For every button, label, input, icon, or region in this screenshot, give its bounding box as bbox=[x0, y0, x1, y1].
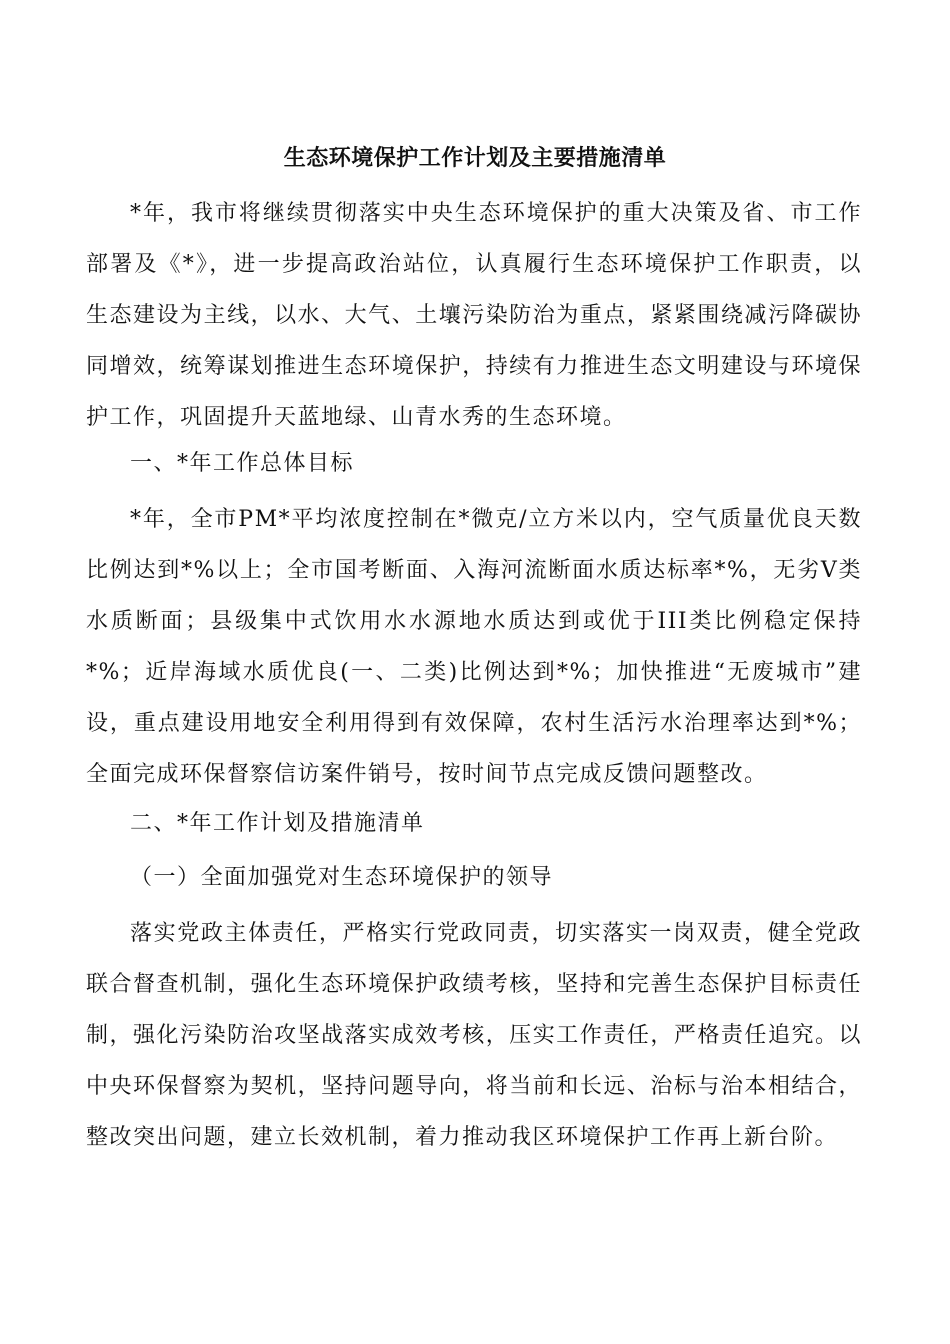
intro-paragraph: *年，我市将继续贯彻落实中央生态环境保护的重大决策及省、市工作部署及《*》，进一步提高政治站位，认真履行生态环境保护工作职责，以生态建设为主线，以水、大气、土壤污染防治为重点，紧紧围绕减污降碳协同增效，统筹谋划推进生态环境保护，持续有力推进生态文明建设与环境保护工作，巩固提升天蓝地绿、山青水秀的生态环境。 bbox=[86, 201, 862, 430]
section-1-body: *年，全市PM*平均浓度控制在*微克/立方米以内，空气质量优良天数比例达到*%以上；全市国考断面、入海河流断面水质达标率*%，无劣Ⅴ类水质断面；县级集中式饮用水水源地水质达到或优于III类比例稳定保持*%；近岸海域水质优良(一、二类)比例达到*%；加快推进“无废城市”建设，重点建设用地安全利用得到有效保障，农村生活污水治理率达到*%；全面完成环保督察信访案件销号，按时间节点完成反馈问题整改。 bbox=[86, 507, 862, 787]
subsection-1-heading: （一）全面加强党对生态环境保护的领导 bbox=[130, 865, 554, 890]
section-2-heading: 二、*年工作计划及措施清单 bbox=[130, 811, 425, 836]
section-1-heading: 一、*年工作总体目标 bbox=[130, 451, 355, 476]
document-title: 生态环境保护工作计划及主要措施清单 bbox=[283, 145, 667, 171]
subsection-1-body: 落实党政主体责任，严格实行党政同责，切实落实一岗双责，健全党政联合督查机制，强化生态环境保护政绩考核，坚持和完善生态保护目标责任制，强化污染防治攻坚战落实成效考核，压实工作责任，严格责任追究。以中央环保督察为契机，坚持问题导向，将当前和长远、治标与治本相结合，整改突出问题，建立长效机制，着力推动我区环境保护工作再上新台阶。 bbox=[86, 921, 862, 1150]
